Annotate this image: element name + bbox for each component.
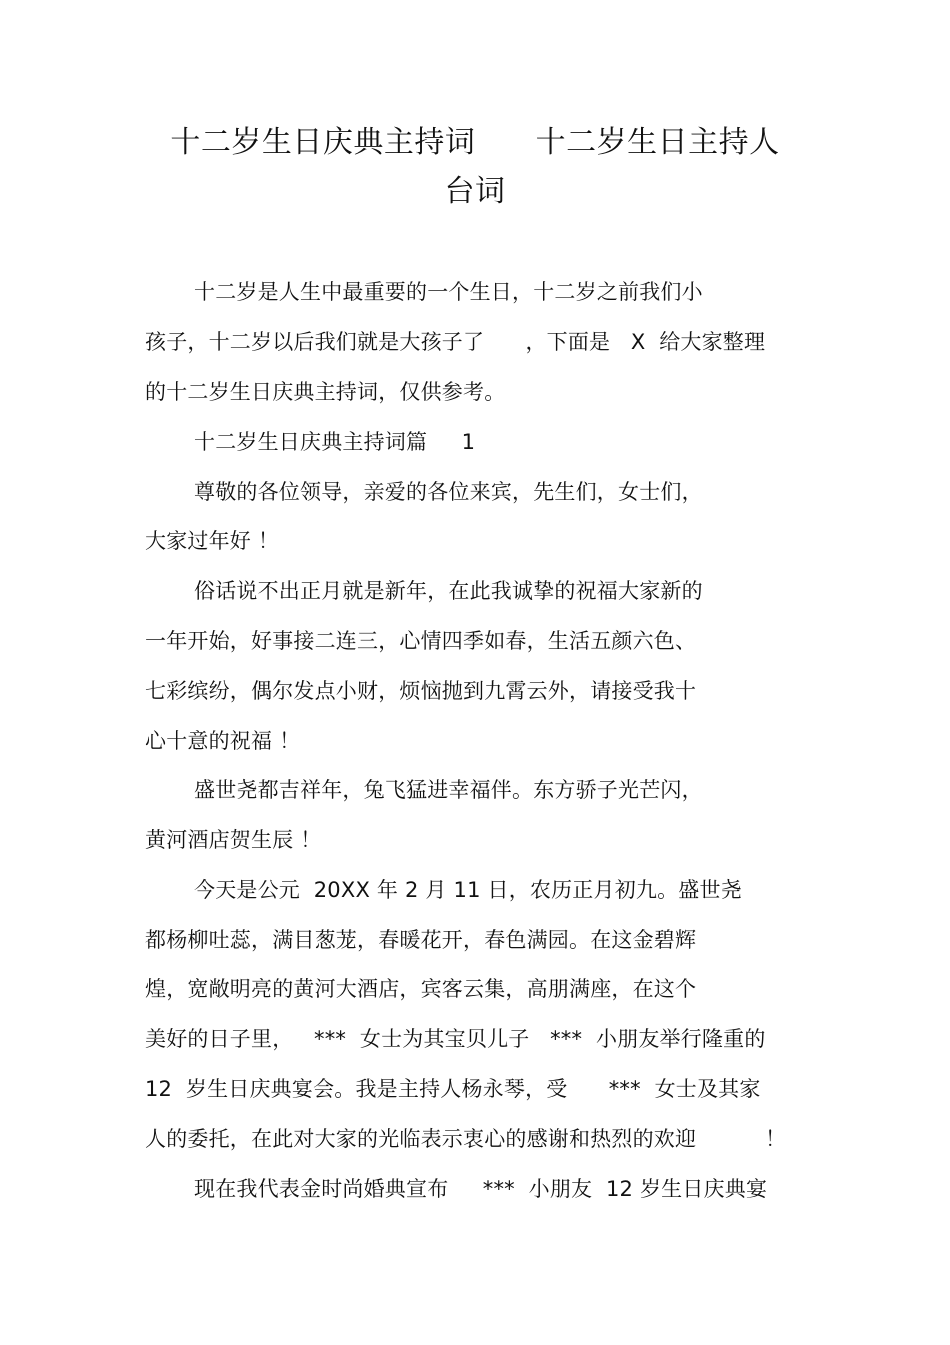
body-line: 俗话说不出正月就是新年，在此我诚挚的祝福大家新的 xyxy=(194,579,703,603)
body-line: 一年开始，好事接二连三，心情四季如春，生活五颜六色、 xyxy=(145,629,697,653)
body-line: 七彩缤纷，偶尔发点小财，烦恼抛到九霄云外，请接受我十 xyxy=(145,679,697,703)
body-line: 美好的日子里， *** 女士为其宝贝儿子 *** 小朋友举行隆重的 xyxy=(145,1027,766,1051)
body-line: 人的委托，在此对大家的光临表示衷心的感谢和热烈的欢迎 ！ xyxy=(145,1127,787,1151)
document-title-line-1: 十二岁生日庆典主持词 十二岁生日主持人 xyxy=(170,125,780,160)
body-line: 十二岁是人生中最重要的一个生日，十二岁之前我们小 xyxy=(194,280,703,304)
body-line: 大家过年好 ！ xyxy=(145,529,280,553)
body-line: 的十二岁生日庆典主持词，仅供参考。 xyxy=(145,380,506,404)
body-line: 尊敬的各位领导，亲爱的各位来宾，先生们，女士们， xyxy=(194,480,703,504)
body-line: 12 岁生日庆典宴会。我是主持人杨永琴，受 *** 女士及其家 xyxy=(145,1077,761,1101)
body-line: 心十意的祝福 ！ xyxy=(145,729,301,753)
body-line: 盛世尧都吉祥年，兔飞猛进幸福伴。东方骄子光芒闪， xyxy=(194,778,703,802)
body-line: 今天是公元 20XX 年 2 月 11 日，农历正月初九。盛世尧 xyxy=(194,878,742,902)
body-line: 现在我代表金时尚婚典宣布 *** 小朋友 12 岁生日庆典宴 xyxy=(194,1177,768,1201)
body-line: 煌，宽敞明亮的黄河大酒店，宾客云集，高朋满座，在这个 xyxy=(145,977,697,1001)
document-title-line-2: 台词 xyxy=(444,174,506,209)
body-line: 孩子，十二岁以后我们就是大孩子了 ，下面是 X 给大家整理 xyxy=(145,330,766,354)
body-line: 都杨柳吐蕊，满目葱茏，春暖花开，春色满园。在这金碧辉 xyxy=(145,928,697,952)
section-heading: 十二岁生日庆典主持词篇 1 xyxy=(194,430,476,454)
body-line: 黄河酒店贺生辰 ！ xyxy=(145,828,322,852)
